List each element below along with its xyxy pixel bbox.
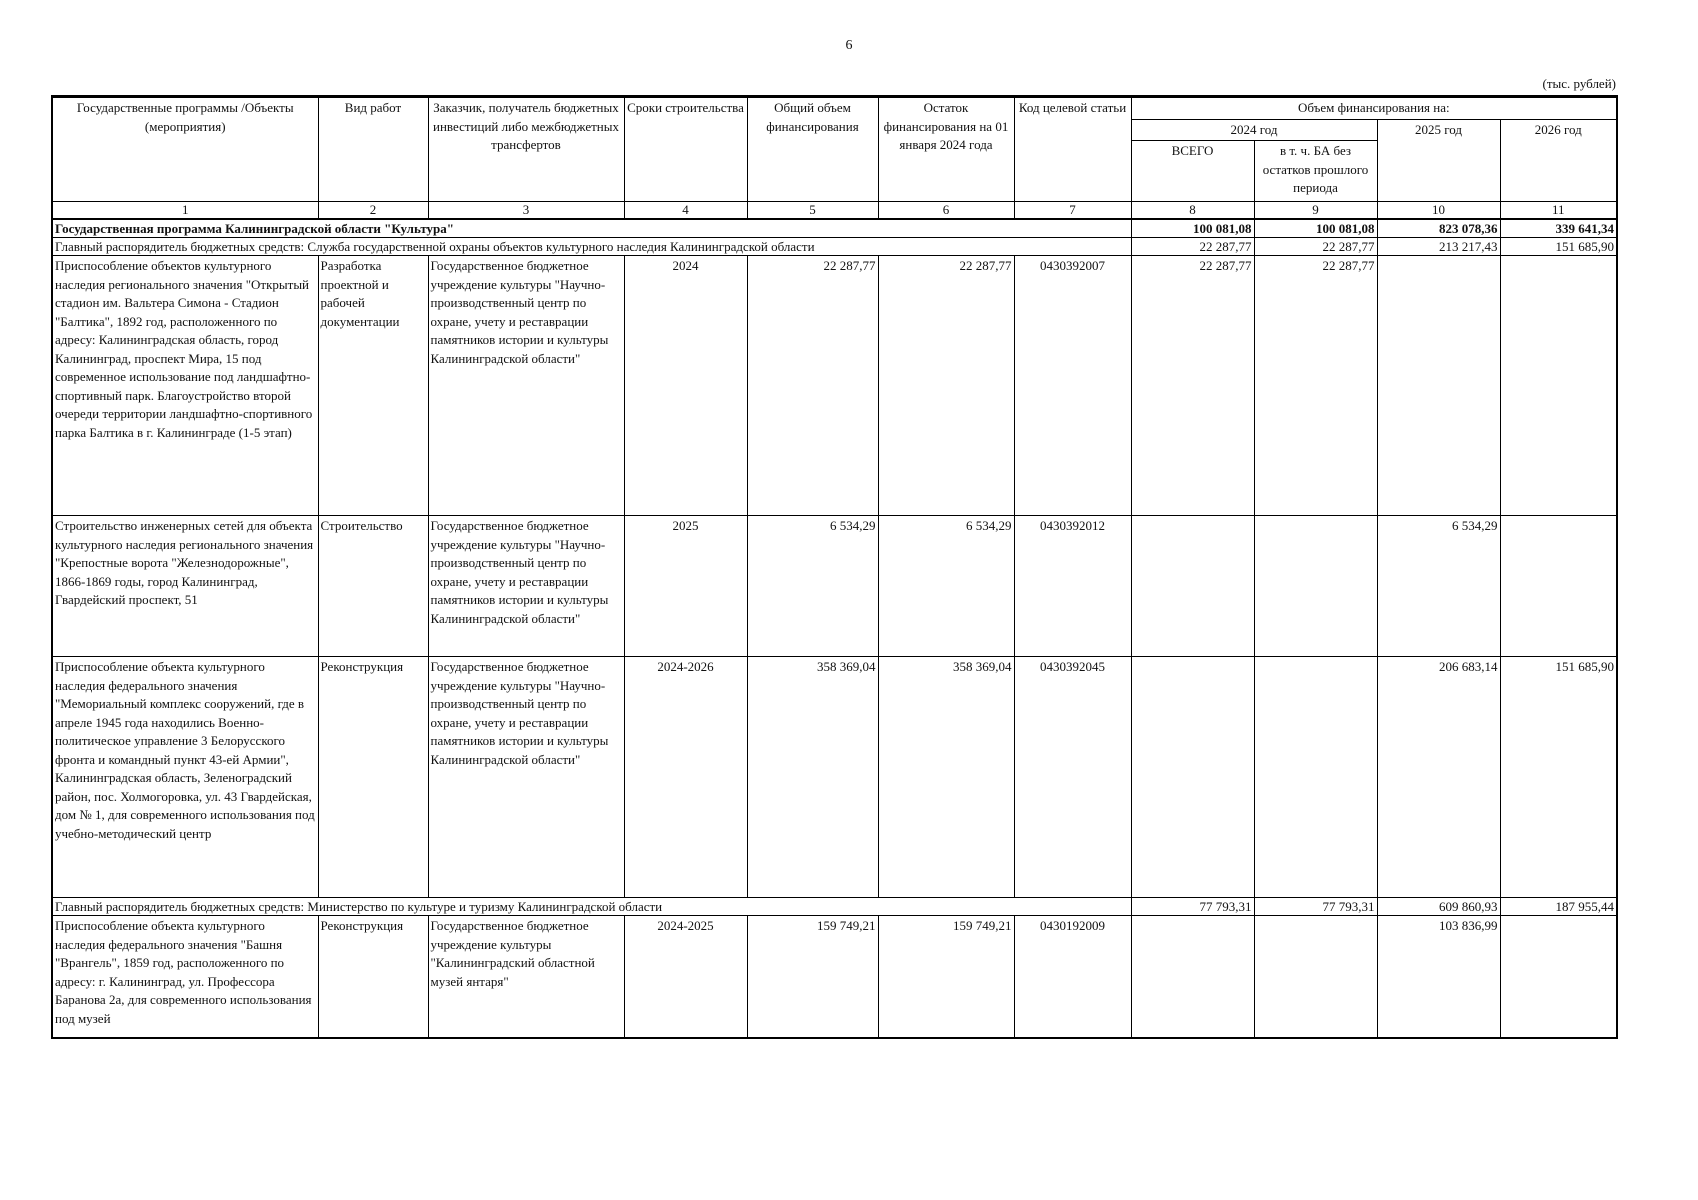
administrator-total-2024: 77 793,31 [1131,898,1254,916]
value-2026 [1500,516,1617,657]
work-type: Строительство [318,516,428,657]
column-number: 10 [1377,202,1500,220]
object-name: Приспособление объектов культурного наследия регионального значения "Открытый стадион им. Вальтера Симона - Стадион "Балтика", 1892 год, расположенного по адресу: Калининградская область, город Калининград, проспект Мира, 15 под современное использование под ландшафтно-спортивный парк. Благоустройство второй очереди территории ландшафтно-спортивного парка Балтика в г. Калининграде (1-5 этап) [52,256,318,516]
value-2026 [1500,916,1617,1038]
table-row [52,657,1617,898]
column-number: 2 [318,202,428,220]
customer: Государственное бюджетное учреждение культуры "Калининградский областной музей янтаря" [428,916,624,1038]
work-type: Реконструкция [318,657,428,898]
column-number: 9 [1254,202,1377,220]
target-code: 0430392045 [1014,657,1131,898]
column-number: 6 [878,202,1014,220]
target-code: 0430392012 [1014,516,1131,657]
column-number: 8 [1131,202,1254,220]
column-number: 4 [624,202,747,220]
header-period: Сроки строительства [624,97,747,202]
program-row [52,219,1617,238]
header-funding: Объем финансирования на: [1131,97,1617,120]
total-2024 [1131,916,1254,1038]
object-name: Приспособление объекта культурного наследия федерального значения "Мемориальный комплекс сооружений, где в апреле 1945 года находились Военно-политическое управление 3 Белорусского фронта и командный пункт 43-ей Армии", Калининградская область, Зеленоградский район, пос. Холмогоровка, ул. 43 Гвардейская, дом № 1, для современного использования под учебно-методический центр [52,657,318,898]
header-incl-ba: в т. ч. БА без остатков прошлого периода [1254,141,1377,202]
header-year-2026: 2026 год [1500,119,1617,202]
customer: Государственное бюджетное учреждение культуры "Научно-производственный центр по охране, учету и реставрации памятников истории и культуры Калининградской области" [428,256,624,516]
construction-period: 2024-2025 [624,916,747,1038]
header-year-2025: 2025 год [1377,119,1500,202]
header-customer: Заказчик, получатель бюджетных инвестиций либо межбюджетных трансфертов [428,97,624,202]
administrator-ba-2024: 77 793,31 [1254,898,1377,916]
administrator-total-2024: 22 287,77 [1131,238,1254,256]
column-number: 7 [1014,202,1131,220]
remainder: 159 749,21 [878,916,1014,1038]
construction-period: 2024 [624,256,747,516]
administrator-2026: 151 685,90 [1500,238,1617,256]
total-financing: 6 534,29 [747,516,878,657]
administrator-title: Главный распорядитель бюджетных средств: Министерство по культуре и туризму Калининградской области [52,898,1131,916]
program-2026: 339 641,34 [1500,219,1617,238]
total-financing: 358 369,04 [747,657,878,898]
administrator-2025: 609 860,93 [1377,898,1500,916]
ba-2024 [1254,516,1377,657]
customer: Государственное бюджетное учреждение культуры "Научно-производственный центр по охране, учету и реставрации памятников истории и культуры Калининградской области" [428,657,624,898]
work-type: Разработка проектной и рабочей документации [318,256,428,516]
administrator-title: Главный распорядитель бюджетных средств: Служба государственной охраны объектов культурного наследия Калининградской области [52,238,1131,256]
ba-2024 [1254,916,1377,1038]
administrator-2026: 187 955,44 [1500,898,1617,916]
value-2025 [1377,256,1500,516]
header-programs: Государственные программы /Объекты (мероприятия) [52,97,318,202]
table-row [52,256,1617,516]
header-remainder: Остаток финансирования на 01 января 2024 года [878,97,1014,202]
value-2026: 151 685,90 [1500,657,1617,898]
program-2025: 823 078,36 [1377,219,1500,238]
value-2026 [1500,256,1617,516]
remainder: 6 534,29 [878,516,1014,657]
column-number: 11 [1500,202,1617,220]
customer: Государственное бюджетное учреждение культуры "Научно-производственный центр по охране, учету и реставрации памятников истории и культуры Калининградской области" [428,516,624,657]
table-row [52,516,1617,657]
construction-period: 2025 [624,516,747,657]
remainder: 358 369,04 [878,657,1014,898]
unit-note: (тыс. рублей) [1542,76,1616,91]
object-name: Приспособление объекта культурного наследия федерального значения "Башня "Врангель", 1859 год, расположенного по адресу: г. Калининград, ул. Профессора Баранова 2а, для современного использования под музей [52,916,318,1038]
header-total-2024: ВСЕГО [1131,141,1254,202]
construction-period: 2024-2026 [624,657,747,898]
total-financing: 22 287,77 [747,256,878,516]
remainder: 22 287,77 [878,256,1014,516]
administrator-2025: 213 217,43 [1377,238,1500,256]
total-financing: 159 749,21 [747,916,878,1038]
administrator-ba-2024: 22 287,77 [1254,238,1377,256]
object-name: Строительство инженерных сетей для объекта культурного наследия регионального значения "Крепостные ворота "Железнодорожные", 1866-1869 годы, город Калининград, Гвардейский проспект, 51 [52,516,318,657]
header-target-code: Код целевой статьи [1014,97,1131,202]
ba-2024: 22 287,77 [1254,256,1377,516]
total-2024 [1131,657,1254,898]
header-total-financing: Общий объем финансирования [747,97,878,202]
total-2024: 22 287,77 [1131,256,1254,516]
administrator-row [52,898,1617,916]
financing-table [51,95,1618,1039]
program-total-2024: 100 081,08 [1131,219,1254,238]
page-number: 6 [845,38,853,53]
table-row [52,916,1617,1038]
column-number: 3 [428,202,624,220]
target-code: 0430192009 [1014,916,1131,1038]
header-work-type: Вид работ [318,97,428,202]
value-2025: 6 534,29 [1377,516,1500,657]
header-year-2024: 2024 год [1131,119,1377,141]
target-code: 0430392007 [1014,256,1131,516]
value-2025: 206 683,14 [1377,657,1500,898]
work-type: Реконструкция [318,916,428,1038]
ba-2024 [1254,657,1377,898]
column-numbers-row [52,202,1617,220]
column-number: 5 [747,202,878,220]
column-number: 1 [52,202,318,220]
value-2025: 103 836,99 [1377,916,1500,1038]
administrator-row [52,238,1617,256]
total-2024 [1131,516,1254,657]
program-title: Государственная программа Калининградской области "Культура" [52,219,1131,238]
program-ba-2024: 100 081,08 [1254,219,1377,238]
